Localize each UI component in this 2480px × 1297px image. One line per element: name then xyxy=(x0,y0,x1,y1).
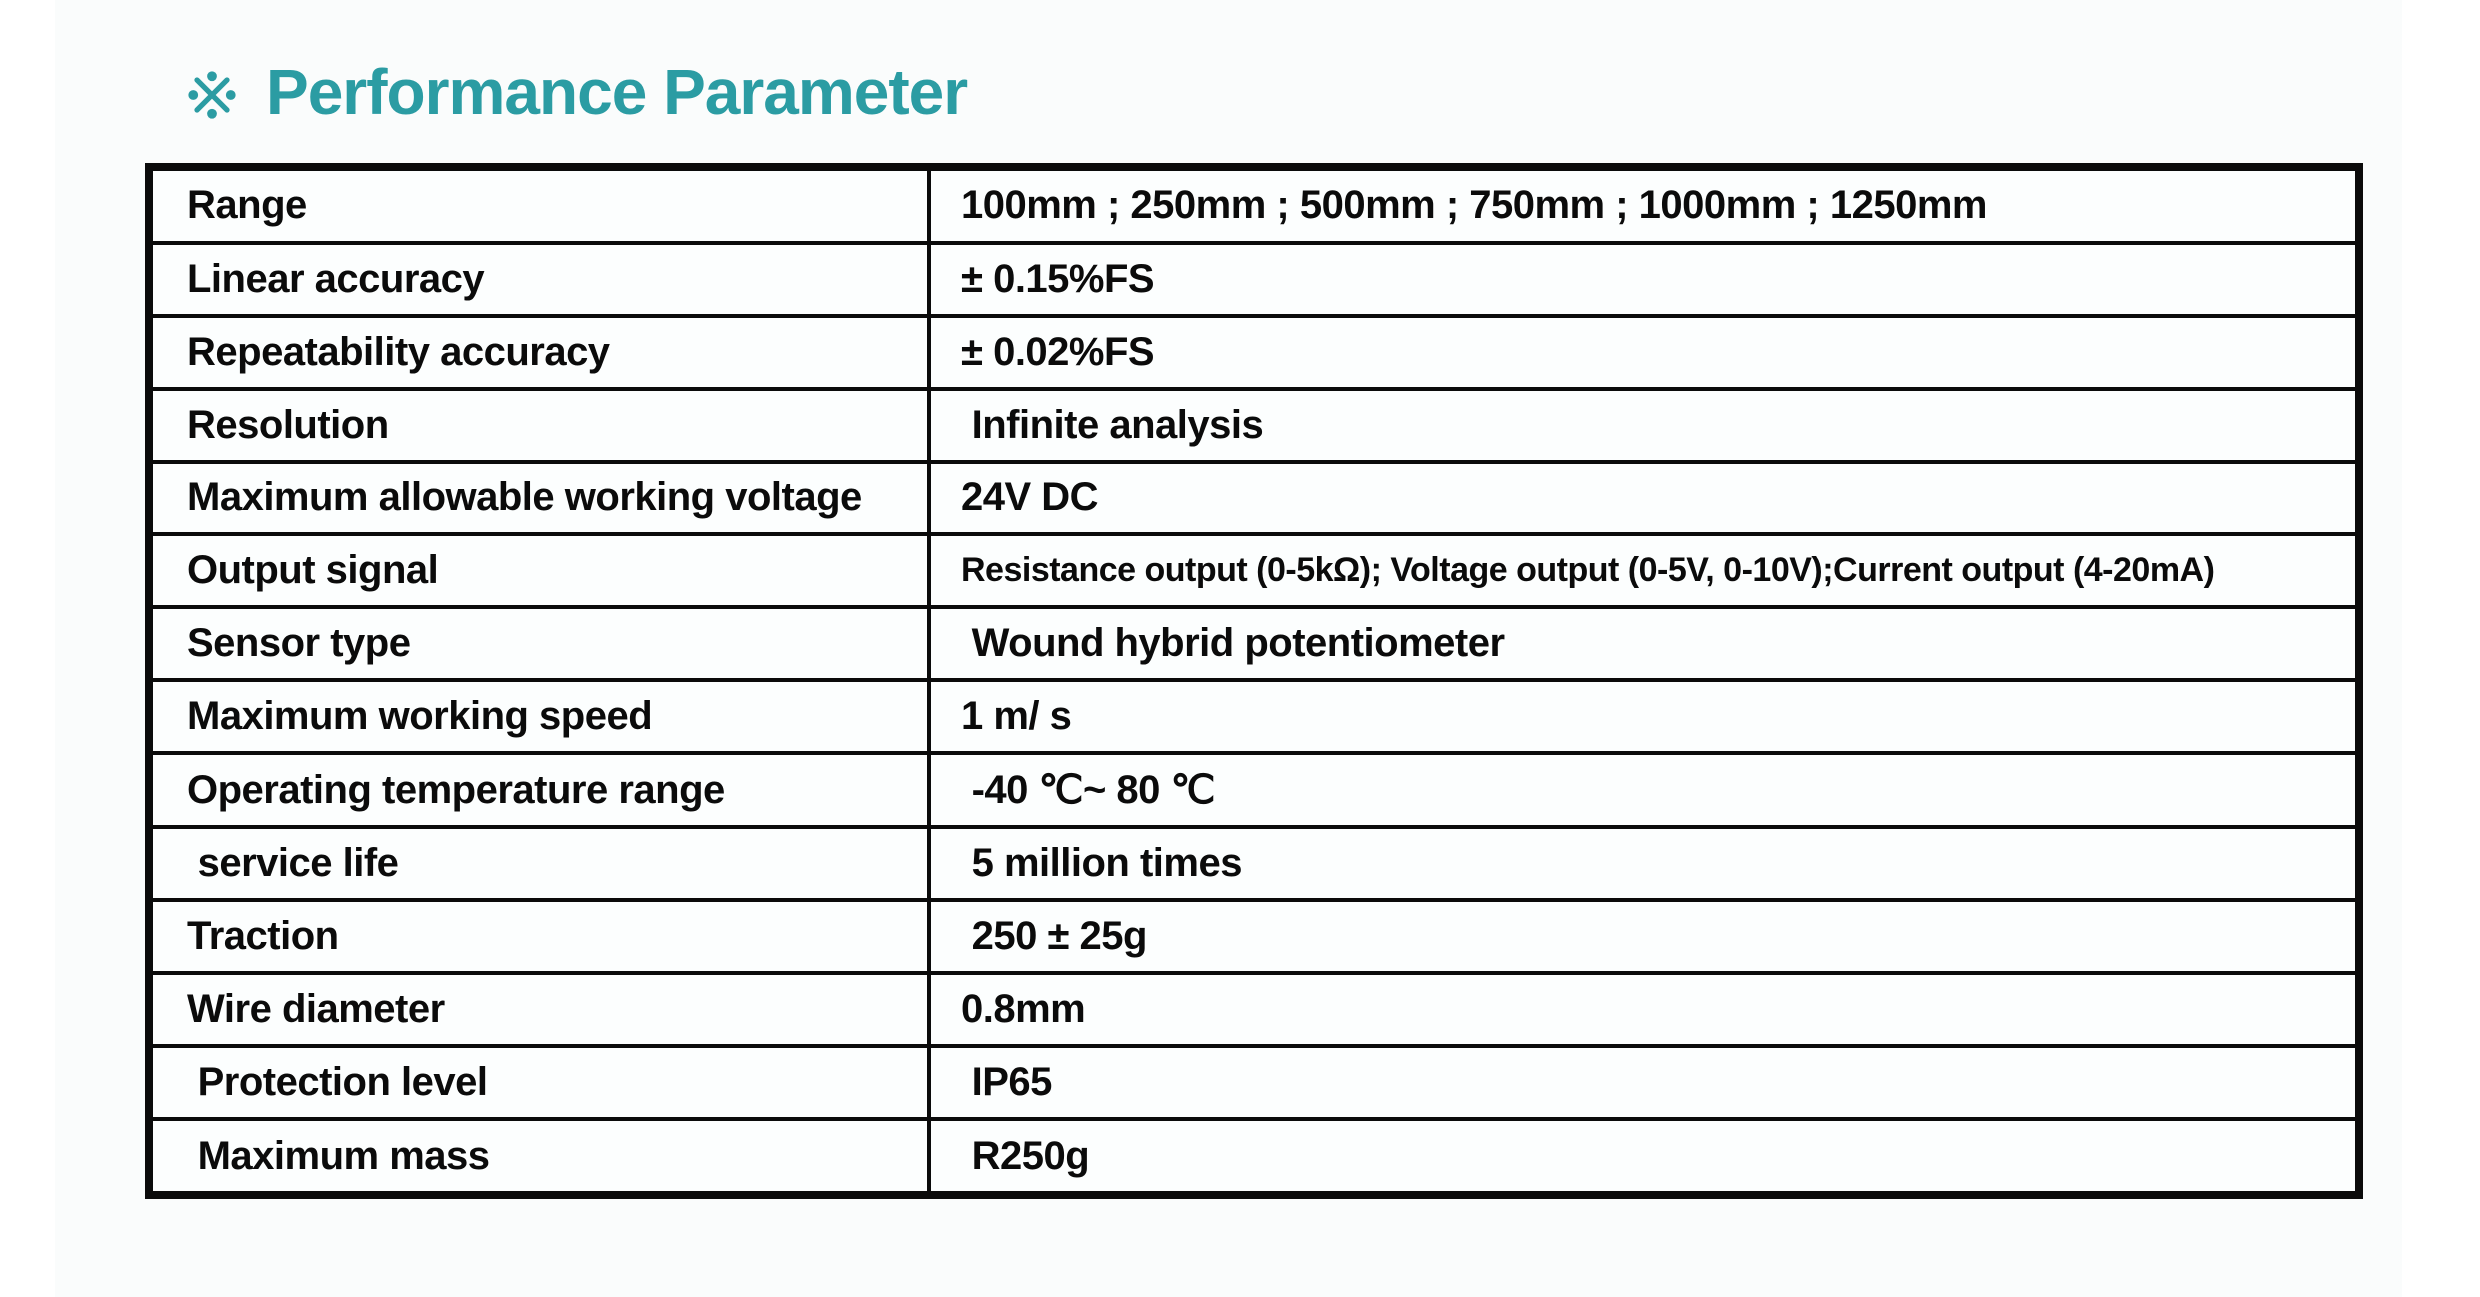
parameter-label: Protection level xyxy=(149,1046,929,1119)
parameter-value: 1 m/ s xyxy=(929,680,2359,753)
table-row xyxy=(149,316,2359,389)
parameter-value: ± 0.02%FS xyxy=(929,316,2359,389)
parameter-label: Maximum mass xyxy=(149,1119,929,1195)
table-row xyxy=(149,607,2359,680)
table-row xyxy=(149,462,2359,535)
table-row xyxy=(149,900,2359,973)
parameter-label: Operating temperature range xyxy=(149,753,929,827)
table-row xyxy=(149,827,2359,900)
performance-parameter-table xyxy=(145,163,2363,1199)
parameter-label: Output signal xyxy=(149,534,929,607)
parameter-value: ± 0.15%FS xyxy=(929,243,2359,316)
reference-mark-icon xyxy=(188,71,236,119)
table-row xyxy=(149,680,2359,753)
table-row xyxy=(149,973,2359,1046)
parameter-label: Maximum allowable working voltage xyxy=(149,462,929,535)
table-body xyxy=(149,167,2359,1195)
parameter-label: Resolution xyxy=(149,389,929,462)
parameter-label: Linear accuracy xyxy=(149,243,929,316)
parameter-label: Range xyxy=(149,167,929,243)
parameter-label: Repeatability accuracy xyxy=(149,316,929,389)
parameter-label: service life xyxy=(149,827,929,900)
table-row xyxy=(149,389,2359,462)
parameter-label: Maximum working speed xyxy=(149,680,929,753)
table-row xyxy=(149,1046,2359,1119)
parameter-value: 24V DC xyxy=(929,462,2359,535)
parameter-label: Wire diameter xyxy=(149,973,929,1046)
table-row xyxy=(149,1119,2359,1195)
parameter-value: 250 ± 25g xyxy=(929,900,2359,973)
table-row xyxy=(149,243,2359,316)
section-title xyxy=(188,55,967,129)
parameter-value: Wound hybrid potentiometer xyxy=(929,607,2359,680)
table-row xyxy=(149,753,2359,827)
parameter-value: Infinite analysis xyxy=(929,389,2359,462)
parameter-label: Traction xyxy=(149,900,929,973)
parameter-value: IP65 xyxy=(929,1046,2359,1119)
parameter-value: 5 million times xyxy=(929,827,2359,900)
parameter-value: R250g xyxy=(929,1119,2359,1195)
parameter-value: 0.8mm xyxy=(929,973,2359,1046)
parameter-label: Sensor type xyxy=(149,607,929,680)
table-row xyxy=(149,534,2359,607)
parameter-value: 100mm ; 250mm ; 500mm ; 750mm ; 1000mm ; 1250mm xyxy=(929,167,2359,243)
parameter-value: Resistance output (0-5kΩ); Voltage output (0-5V, 0-10V);Current output (4-20mA) xyxy=(929,534,2359,607)
table-row xyxy=(149,167,2359,243)
parameter-value: -40 ℃~ 80 ℃ xyxy=(929,753,2359,827)
page-title: Performance Parameter xyxy=(266,56,968,128)
